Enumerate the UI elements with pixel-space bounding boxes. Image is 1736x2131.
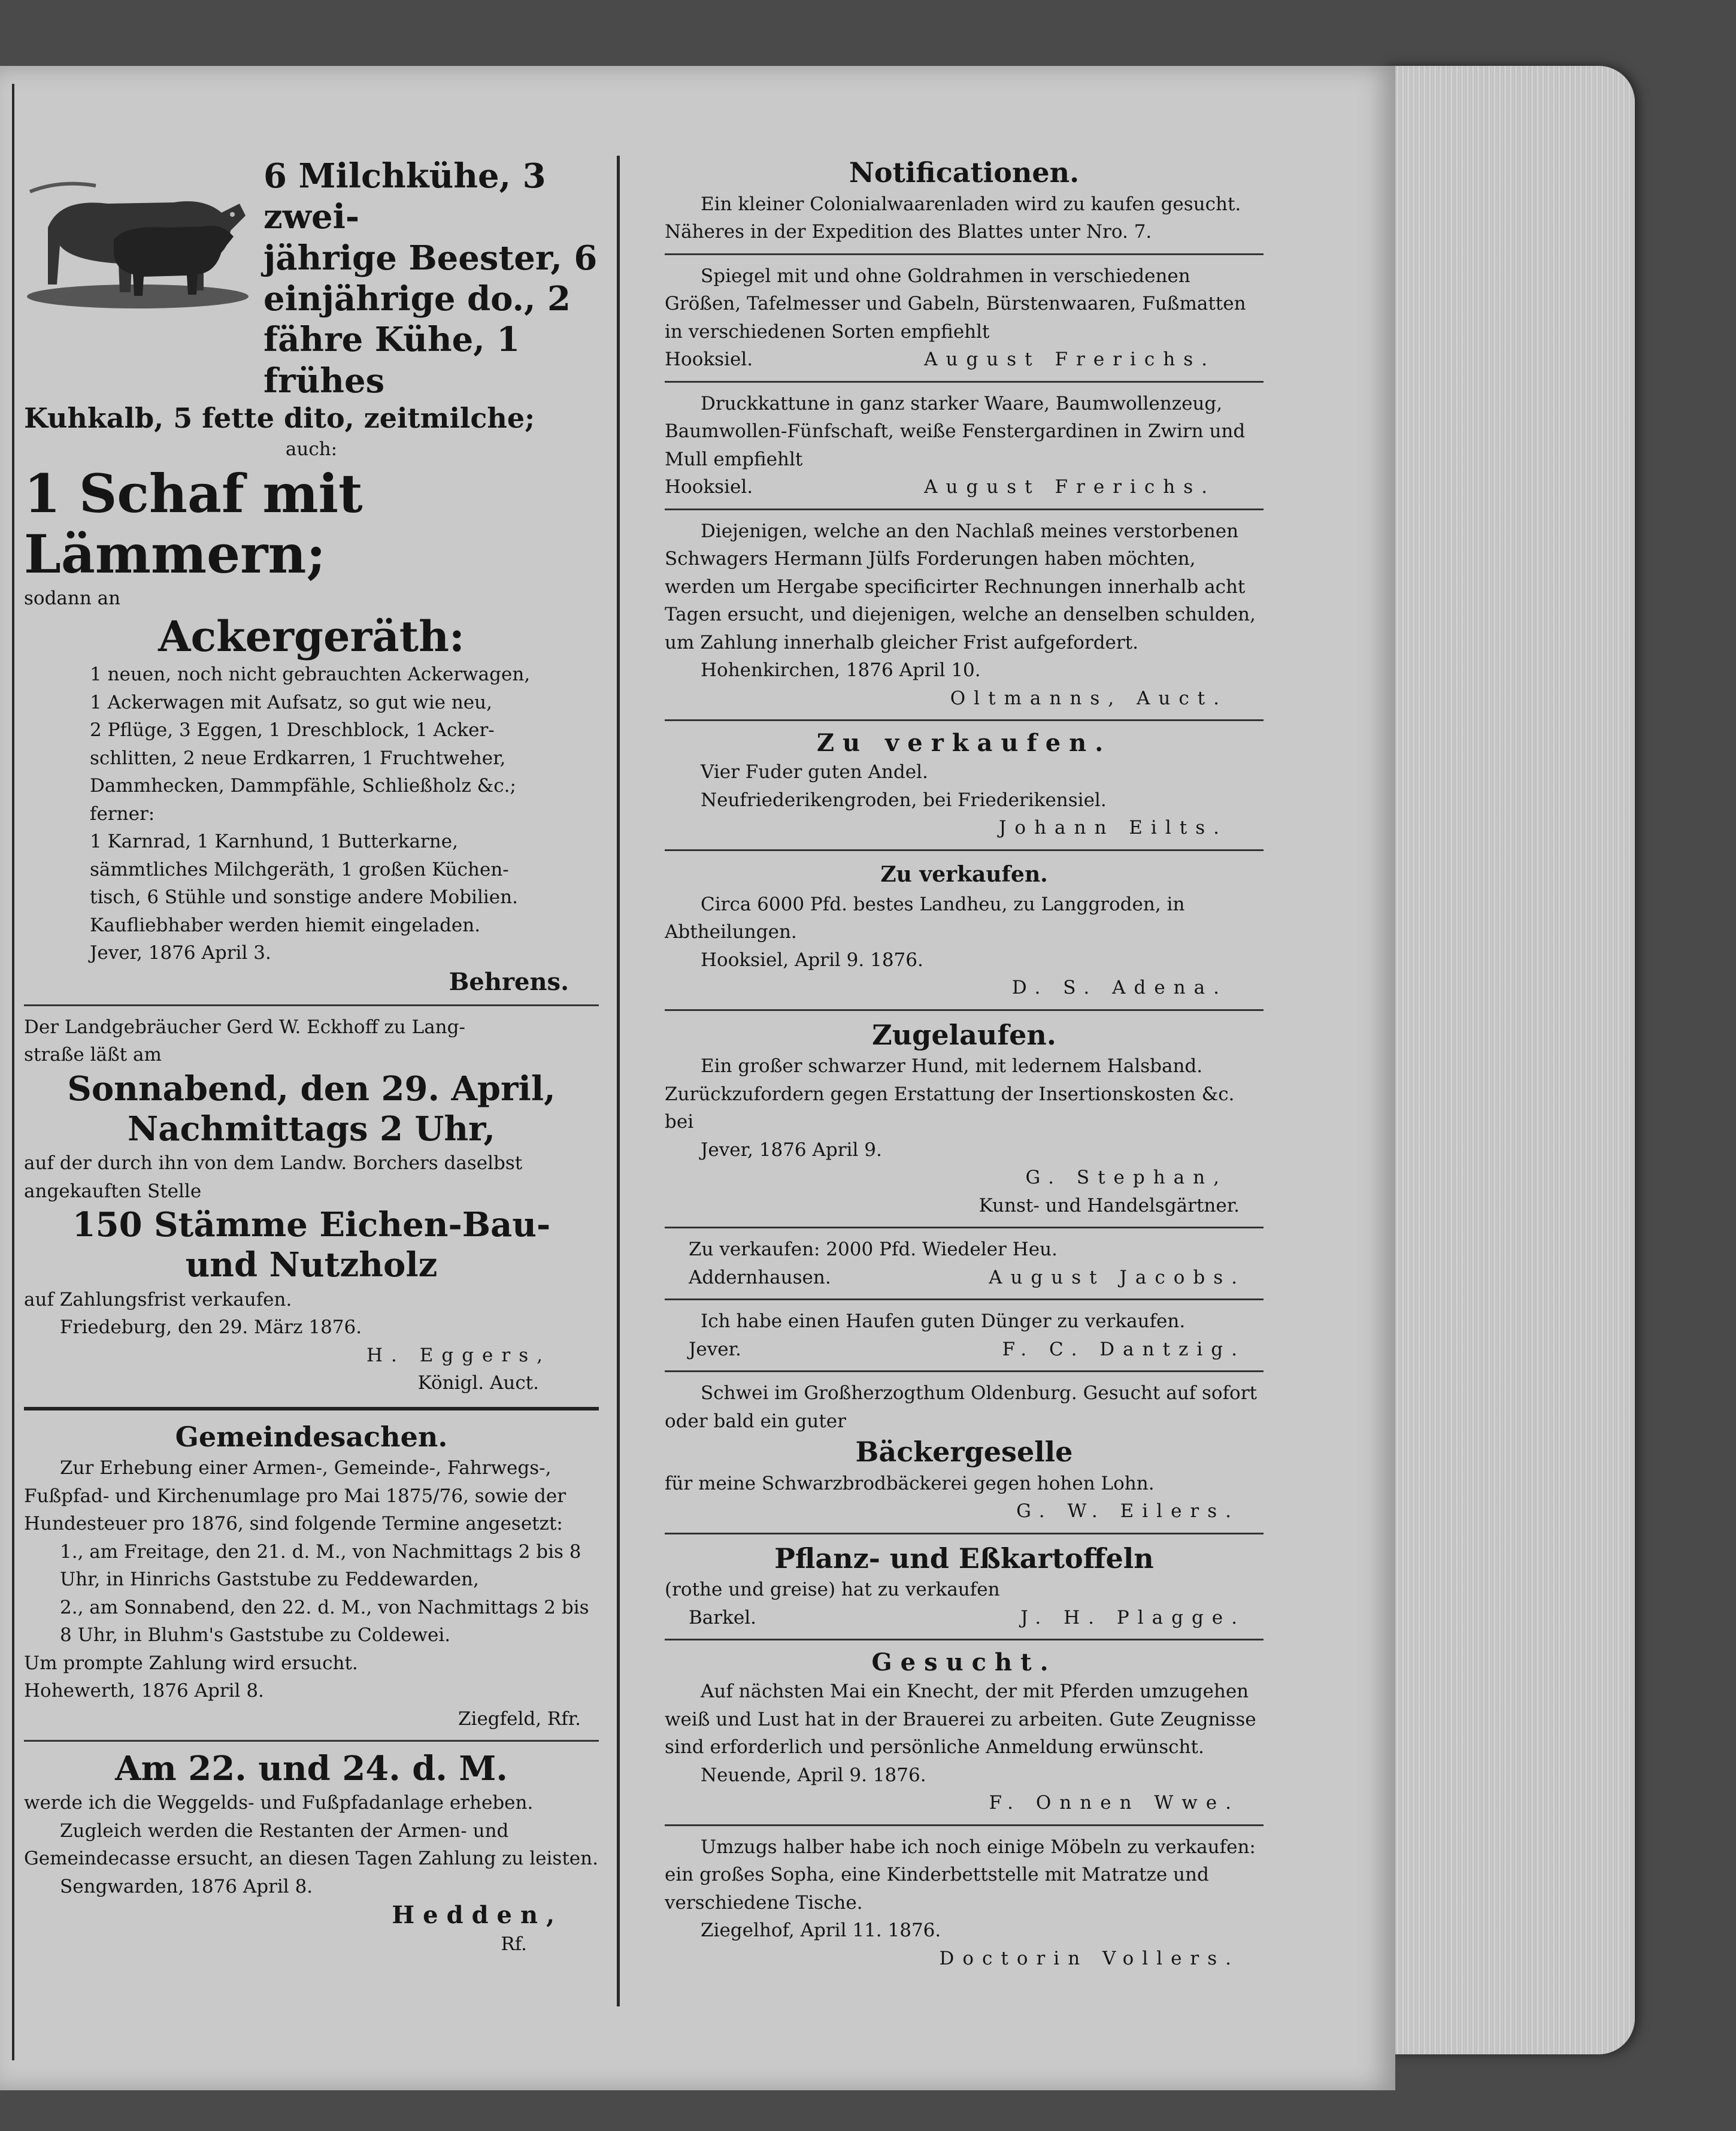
notice-text: Ein großer schwarzer Hund, mit ledernem Halsband. Zurückzufordern gegen Erstattung der Insertionskosten &c. bei — [665, 1055, 1235, 1133]
notice-placedate: Hohenkirchen, 1876 April 10. — [701, 659, 981, 681]
notice-signature: G. W. Eilers. — [1016, 1500, 1240, 1522]
notice-heading: Pflanz- und Eßkartoffeln — [774, 1542, 1154, 1575]
divider — [665, 508, 1264, 510]
sengwarden-signature-title: Rf. — [501, 1933, 527, 1956]
wood-signature: H. Eggers, — [366, 1344, 551, 1366]
wood-placedate: Friedeburg, den 29. März 1876. — [60, 1316, 362, 1338]
newspaper-page — [0, 66, 1395, 2090]
notice-signature-title: Kunst- und Handelsgärtner. — [978, 1194, 1240, 1216]
gemeinde-text: Um prompte Zahlung wird ersucht. — [24, 1652, 358, 1674]
notice-text: Vier Fuder guten Andel. — [701, 761, 928, 783]
notice-signature: D. S. Adena. — [1011, 977, 1228, 998]
notice-text: Schwei im Großherzogthum Oldenburg. Gesucht auf sofort oder bald ein guter — [665, 1382, 1257, 1432]
notice-placedate: Neuende, April 9. 1876. — [701, 1764, 926, 1786]
wood-item: 150 Stämme Eichen-Bau- — [72, 1205, 551, 1245]
tools-list — [24, 661, 599, 967]
wood-intro: Der Landgebräucher Gerd W. Eckhoff zu Lang- — [24, 1016, 465, 1038]
notice-text: (rothe und greise) hat zu verkaufen — [665, 1579, 1000, 1600]
notifications-heading: Notificationen. — [849, 156, 1080, 189]
divider — [665, 1009, 1264, 1011]
notice-signature: G. Stephan, — [1025, 1167, 1228, 1188]
divider — [665, 1824, 1264, 1826]
notice-heading: Zu verkaufen. — [880, 861, 1048, 887]
notice-text: Auf nächsten Mai ein Knecht, der mit Pferden umzugehen weiß und Lust hat in der Brauerei zu arbeiten. Gute Zeugnisse sind erforderlich und persönliche Anmeldung erwünscht. — [665, 1681, 1256, 1758]
notice-text: Circa 6000 Pfd. bestes Landheu, zu Langgroden, in Abtheilungen. — [665, 893, 1185, 943]
gemeinde-section — [24, 1420, 599, 1733]
tools-line: ferner: — [90, 803, 155, 825]
divider — [665, 1298, 1264, 1300]
wood-time: Nachmittags 2 Uhr, — [128, 1109, 495, 1149]
sengwarden-text: Zugleich werden die Restanten der Armen- und Gemeindecasse ersucht, an diesen Tagen Zahlung zu leisten. — [24, 1820, 598, 1870]
notice-signature: Johann Eilts. — [998, 817, 1228, 839]
divider — [665, 1370, 1264, 1372]
gemeinde-item: 1., am Freitage, den 21. d. M., von Nachmittags 2 bis 8 Uhr, in Hinrichs Gaststube zu Feddewarden, — [60, 1540, 581, 1590]
tools-line: 1 Karnrad, 1 Karnhund, 1 Butterkarne, — [90, 831, 458, 853]
tools-line: 1 neuen, noch nicht gebrauchten Ackerwagen, — [90, 664, 531, 686]
sengwarden-placedate: Sengwarden, 1876 April 8. — [60, 1875, 313, 1897]
cow-ad-line: Kuhkalb, 5 fette dito, zeitmilche; — [24, 401, 535, 434]
notice-text: für meine Schwarzbrodbäckerei gegen hohen Lohn. — [665, 1472, 1155, 1494]
sengwarden-heading: Am 22. und 24. d. M. — [115, 1749, 508, 1788]
cow-ad-line: 6 Milchkühe, 3 zwei- — [263, 156, 546, 237]
notice-signature: F. C. Dantzig. — [1002, 1338, 1246, 1360]
book-page-edges — [1383, 66, 1635, 2054]
left-column — [24, 156, 599, 1959]
tools-line: sämmtliches Milchgeräth, 1 großen Küchen- — [90, 858, 509, 880]
notice-text: Ich habe einen Haufen guten Dünger zu verkaufen. — [701, 1310, 1186, 1332]
column-separator — [617, 156, 620, 2006]
wood-signature-title: Königl. Auct. — [417, 1372, 539, 1394]
gemeinde-signature: Ziegfeld, Rfr. — [458, 1708, 581, 1730]
notice-text: Druckkattune in ganz starker Waare, Baumwollenzeug, Baumwollen-Fünfschaft, weiße Fenstergardinen in Zwirn und Mull empfiehlt — [665, 392, 1246, 470]
notice-text: Diejenigen, welche an den Nachlaß meines verstorbenen Schwagers Hermann Jülfs Forderungen haben möchten, werden um Hergabe specificirter Rechnungen innerhalb acht Tagen ersucht, und diejenigen, welche an denselben schulden, um Zahlung innerhalb gleicher Frist aufgefordert. — [665, 520, 1256, 653]
notice-signature: August Frerichs. — [924, 349, 1216, 370]
divider — [665, 381, 1264, 383]
cow-ad-line: fähre Kühe, 1 frühes — [263, 320, 520, 401]
sengwarden-text: werde ich die Weggelds- und Fußpfadanlage erheben. — [24, 1792, 534, 1814]
cow-ad-line: jährige Beester, 6 — [263, 238, 598, 278]
divider — [24, 1004, 599, 1006]
gemeinde-item: 2., am Sonnabend, den 22. d. M., von Nachmittags 2 bis 8 Uhr, in Bluhm's Gaststube zu Coldewei. — [60, 1596, 589, 1646]
notice-placedate: Jever, 1876 April 9. — [701, 1139, 882, 1161]
sengwarden-signature: Hedden, — [392, 1901, 563, 1930]
divider — [665, 1227, 1264, 1228]
wood-auction-ad — [24, 1013, 599, 1397]
cattle-auction-ad — [24, 156, 599, 997]
cow-ad-then: sodann an — [24, 588, 121, 610]
cow-ad-also: auch: — [285, 438, 338, 461]
gemeinde-heading: Gemeindesachen. — [175, 1420, 448, 1453]
section-divider — [24, 1407, 599, 1410]
notice-place: Addernhausen. — [689, 1266, 831, 1288]
notice-text: Spiegel mit und ohne Goldrahmen in verschiedenen Größen, Tafelmesser und Gabeln, Bürstenwaaren, Fußmatten in verschiedenen Sorten empfiehlt — [665, 265, 1246, 343]
notice-text: Ein kleiner Colonialwaarenladen wird zu kaufen gesucht. Näheres in der Expedition des Blattes unter Nro. 7. — [665, 193, 1241, 243]
cows-woodcut-icon — [24, 156, 257, 311]
notice-place: Hooksiel. — [665, 476, 753, 498]
tools-line: Kaufliebhaber werden hiemit eingeladen. — [90, 914, 481, 936]
wood-place: angekauften Stelle — [24, 1180, 202, 1202]
wood-item: und Nutzholz — [185, 1245, 438, 1285]
tools-heading: Ackergeräth: — [158, 611, 465, 661]
notice-heading: Gesucht. — [871, 1648, 1057, 1676]
notice-placedate: Hooksiel, April 9. 1876. — [701, 949, 923, 971]
notice-signature: Oltmanns, Auct. — [950, 687, 1228, 709]
cow-ad-signature: Behrens. — [449, 967, 569, 996]
divider — [665, 1639, 1264, 1640]
tools-line: Dammhecken, Dammpfähle, Schließholz &c.; — [90, 775, 516, 797]
cow-ad-line: einjährige do., 2 — [263, 279, 571, 319]
notice-text: Zu verkaufen: 2000 Pfd. Wiedeler Heu. — [689, 1239, 1058, 1260]
notice-signature: August Frerichs. — [924, 476, 1216, 498]
sheep-heading: 1 Schaf mit Lämmern; — [24, 462, 363, 586]
notice-text: Umzugs halber habe ich noch einige Möbeln zu verkaufen: ein großes Sopha, eine Kinderbettstelle mit Matratze und verschiedene Tische. — [665, 1836, 1256, 1914]
wood-terms: auf Zahlungsfrist verkaufen. — [24, 1288, 292, 1310]
right-column — [665, 156, 1264, 1972]
notice-heading: Bäckergeselle — [855, 1436, 1073, 1468]
notice-signature: August Jacobs. — [989, 1266, 1246, 1288]
tools-line: 2 Pflüge, 3 Eggen, 1 Dreschblock, 1 Acker- — [90, 719, 495, 741]
wood-place: auf der durch ihn von dem Landw. Borchers daselbst — [24, 1152, 523, 1175]
wood-date: Sonnabend, den 29. April, — [67, 1068, 556, 1109]
divider — [665, 1533, 1264, 1534]
divider — [665, 253, 1264, 255]
tools-line: tisch, 6 Stühle und sonstige andere Mobilien. — [90, 886, 518, 909]
notice-placedate: Ziegelhof, April 11. 1876. — [701, 1920, 941, 1941]
sengwarden-notice — [24, 1749, 599, 1959]
wood-intro: straße läßt am — [24, 1044, 162, 1066]
notice-heading: Zugelaufen. — [872, 1018, 1056, 1051]
notice-place: Hooksiel. — [665, 349, 753, 370]
gemeinde-text: Zur Erhebung einer Armen-, Gemeinde-, Fahrwegs-, Fußpfad- und Kirchenumlage pro Mai 1875/76, sowie der Hundesteuer pro 1876, sind folgende Termine angesetzt: — [24, 1457, 566, 1534]
tools-line: schlitten, 2 neue Erdkarren, 1 Fruchtweher, — [90, 747, 506, 769]
notice-signature: J. H. Plagge. — [1020, 1606, 1246, 1628]
notice-place: Barkel. — [689, 1606, 756, 1628]
notice-text: Neufriederikengroden, bei Friederikensiel. — [701, 789, 1107, 811]
notice-place: Jever. — [689, 1338, 741, 1360]
divider — [24, 1740, 599, 1742]
notice-signature: Doctorin Vollers. — [939, 1947, 1240, 1969]
divider — [665, 849, 1264, 851]
left-margin-rule — [12, 84, 14, 2060]
gemeinde-placedate: Hohewerth, 1876 April 8. — [24, 1680, 264, 1702]
notice-signature: F. Onnen Wwe. — [989, 1792, 1240, 1814]
divider — [665, 719, 1264, 721]
tools-line: 1 Ackerwagen mit Aufsatz, so gut wie neu, — [90, 691, 492, 713]
notice-heading: Zu verkaufen. — [816, 729, 1112, 757]
tools-line: Jever, 1876 April 3. — [90, 942, 271, 964]
